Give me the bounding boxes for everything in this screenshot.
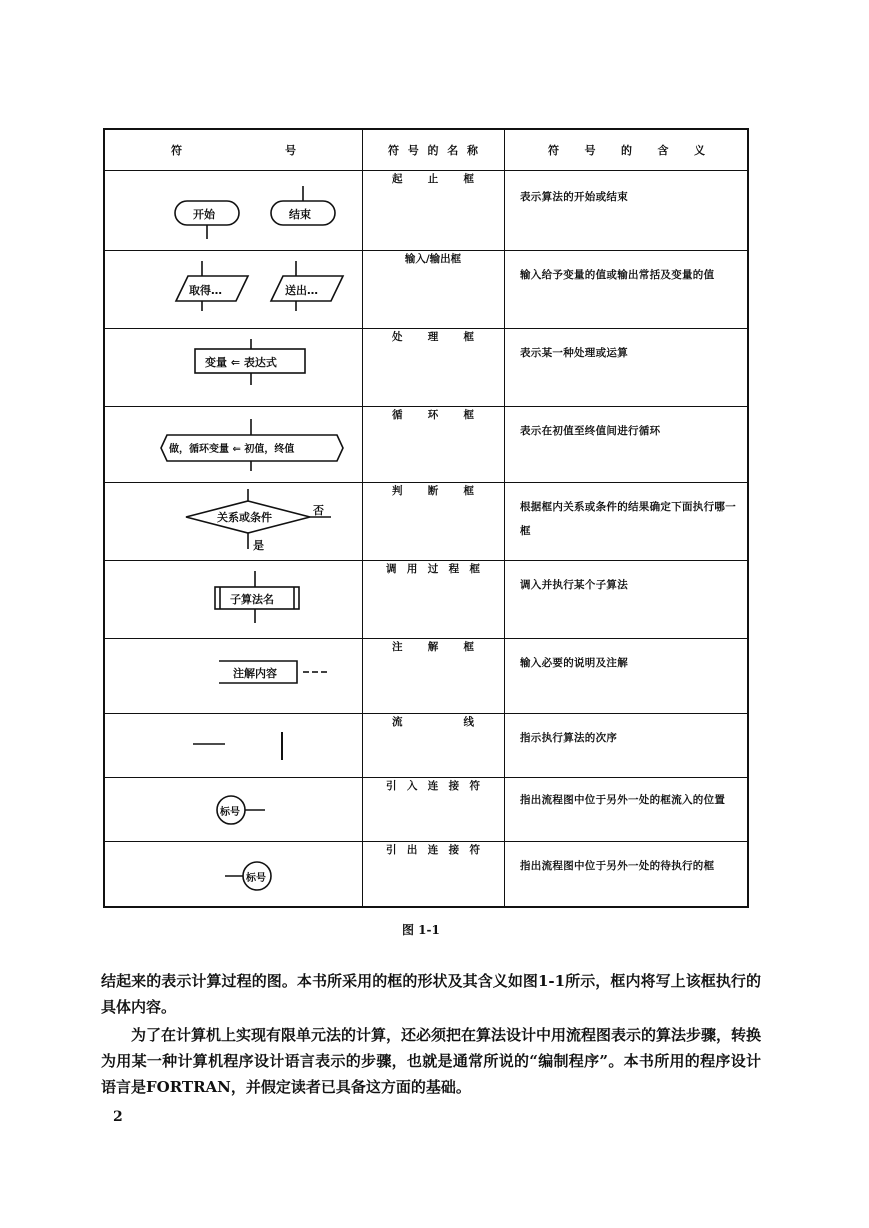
header-symbol: 符 号 [171,144,296,157]
symbol-name: 循 环 框 [392,409,474,421]
comment-label: 注解内容 [233,667,277,680]
header-name: 符 号 的 名 称 [388,144,478,157]
yes-label: 是 [253,539,264,552]
subroutine-label: 子算法名 [230,593,274,606]
symbol-name: 调 用 过 程 框 [386,563,480,575]
page-number: 2 [113,1109,123,1125]
symbol-name: 起 止 框 [392,173,474,185]
table-row [105,329,747,407]
body-paragraph: 结起来的表示计算过程的图。本书所采用的框的形状及其含义如图1-1所示，框内将写上该框执行的具体内容。 [101,972,761,1016]
symbol-meaning: 调入并执行某个子算法 [520,579,628,591]
table-row [105,714,747,778]
loop-symbol [105,407,362,482]
symbol-name: 引 入 连 接 符 [386,780,480,792]
table-row [105,407,747,483]
symbol-name: 判 断 框 [392,485,474,497]
figure-caption: 图 1-1 [402,923,440,937]
output-label: 送出… [285,284,318,297]
flowchart-symbol-table [103,128,749,908]
entry-connector-symbol [105,778,362,841]
symbol-name: 流 线 [392,716,474,728]
symbol-meaning: 指出流程图中位于另外一处的待执行的框 [520,860,715,872]
symbol-name: 注 解 框 [392,641,474,653]
symbol-meaning: 输入必要的说明及注解 [520,657,628,669]
input-label: 取得… [189,284,222,297]
symbol-meaning: 表示某一种处理或运算 [520,347,628,359]
symbol-name: 引 出 连 接 符 [386,844,480,856]
no-label: 否 [313,504,324,517]
symbol-meaning: 指示执行算法的次序 [520,732,618,744]
condition-label: 关系或条件 [217,511,272,524]
symbol-meaning: 表示算法的开始或结束 [520,191,628,203]
table-row [105,639,747,714]
symbol-name: 处 理 框 [392,331,474,343]
symbol-meaning: 输入给予变量的值或输出常括及变量的值 [520,269,715,281]
start-label: 开始 [193,208,215,221]
symbol-meaning: 根据框内关系或条件的结果确定下面执行哪一框 [520,501,736,537]
table-header-row [105,130,747,171]
table-row [105,778,747,842]
terminal-symbol [105,171,362,250]
column-divider [362,130,363,906]
exit-connector-symbol [105,842,362,907]
process-symbol [105,329,362,406]
flowline-symbol [105,714,362,777]
io-symbol [105,251,362,328]
body-paragraph: 为了在计算机上实现有限单元法的计算，还必须把在算法设计中用流程图表示的算法步骤，转换为用某一种计算机程序设计语言表示的步骤，也就是通常所说的“编制程序”。本书所用的程序设计语言是FORTRAN，并假定读者已具备这方面的基础。 [101,1026,762,1096]
subroutine-symbol [105,561,362,638]
table-row [105,171,747,251]
table-row [105,483,747,561]
end-label: 结束 [289,208,311,221]
table-row [105,251,747,329]
loop-label: 做，循环变量 ⇐ 初值，终值 [169,444,295,455]
column-divider [504,130,505,906]
symbol-name: 输入/输出框 [404,253,462,265]
table-row [105,561,747,639]
table-row [105,842,747,908]
header-meaning: 符 号 的 含 义 [548,144,705,157]
process-label: 变量 ⇐ 表达式 [205,356,277,369]
decision-symbol [105,483,362,560]
comment-symbol [105,639,362,713]
entry-connector-label: 标号 [220,807,240,818]
exit-connector-label: 标号 [246,873,266,884]
symbol-meaning: 指出流程图中位于另外一处的框流入的位置 [520,794,726,806]
symbol-meaning: 表示在初值至终值间进行循环 [520,425,661,437]
